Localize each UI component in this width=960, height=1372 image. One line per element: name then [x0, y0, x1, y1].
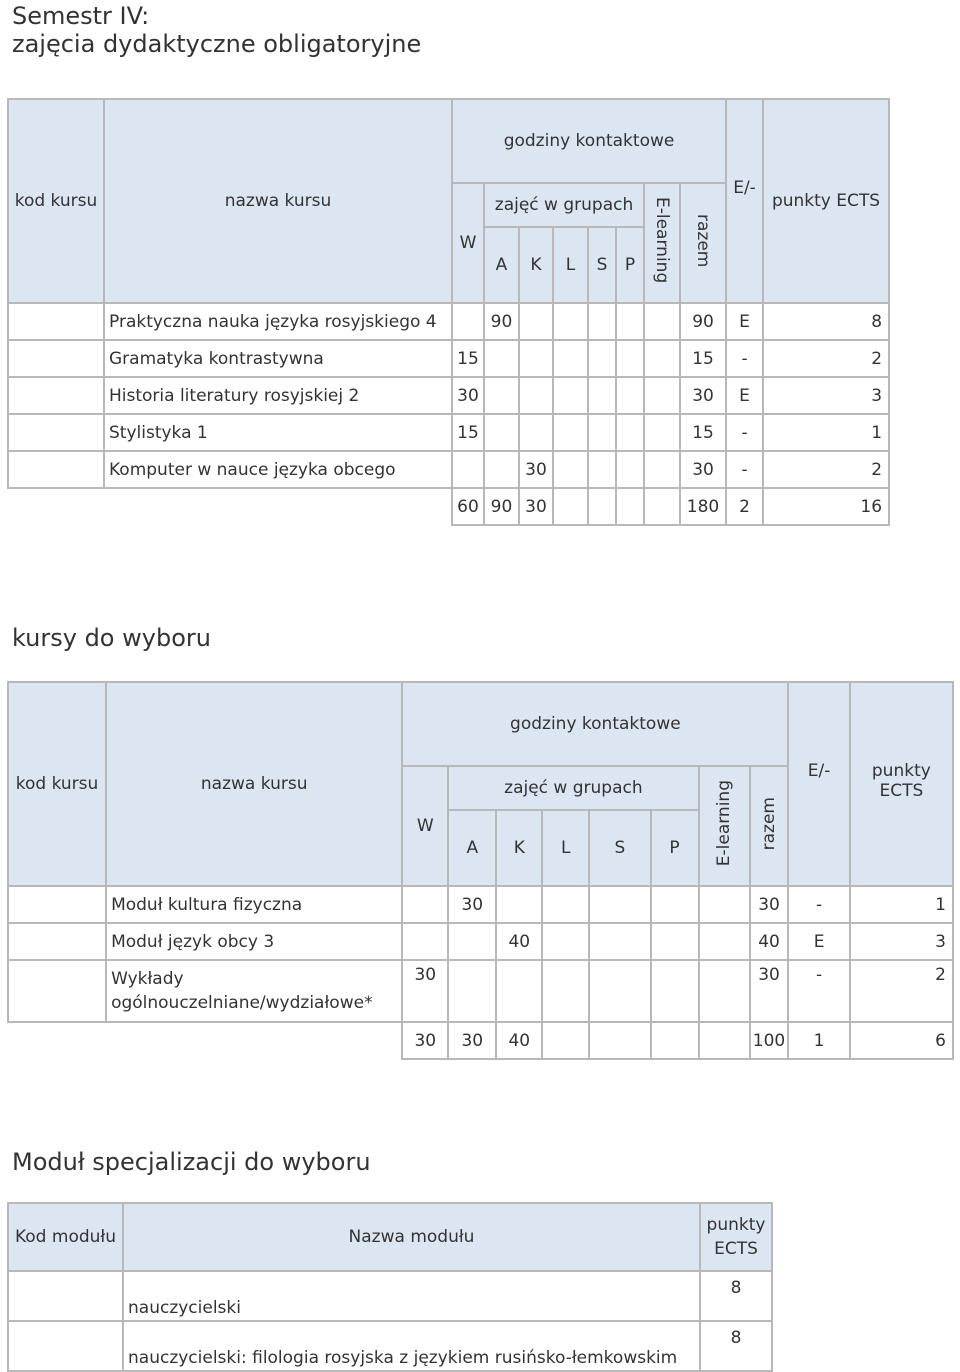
header-zajec-w-grupach-2: zajęć w grupach [448, 766, 698, 810]
cell-l [553, 414, 588, 451]
total-s [588, 488, 616, 525]
header-elearning-label-2: E-learning [714, 780, 735, 867]
header-razem-2 [750, 766, 789, 886]
specialization-title: Moduł specjalizacji do wyboru [12, 1148, 371, 1176]
header-kod-kursu-2: kod kursu [8, 682, 106, 886]
header-p-2: P [651, 810, 699, 886]
header-nazwa-kursu-2: nazwa kursu [106, 682, 402, 886]
cell-a [448, 923, 496, 960]
cell-p [616, 377, 644, 414]
header-s-2: S [589, 810, 650, 886]
cell-k: 40 [496, 923, 542, 960]
cell-course-name: Wykłady ogólnouczelniane/wydziałowe* [106, 960, 402, 1022]
cell-w: 30 [402, 960, 448, 1022]
header-punkty-ects-2 [850, 682, 953, 886]
table-row [8, 923, 953, 960]
cell-w: 30 [452, 377, 484, 414]
cell-e: - [788, 886, 849, 923]
cell-l [542, 886, 589, 923]
header-s: S [588, 227, 616, 303]
header-kod-modulu: Kod modułu [8, 1203, 123, 1271]
header-ects-label-3: ECTS [714, 1239, 758, 1259]
cell-razem: 30 [750, 960, 789, 1022]
cell-e: - [726, 451, 763, 488]
total-k: 40 [496, 1022, 542, 1059]
header-kod-kursu: kod kursu [8, 99, 104, 303]
cell-e: E [726, 377, 763, 414]
cell-razem: 90 [680, 303, 726, 340]
cell-razem: 40 [750, 923, 789, 960]
header-e-slash: E/- [726, 99, 763, 303]
cell-kod-modulu [8, 1271, 123, 1321]
cell-kod [8, 451, 104, 488]
cell-k: 30 [519, 451, 553, 488]
elective-courses-table [7, 681, 954, 1060]
total-razem: 100 [750, 1022, 789, 1059]
cell-ects: 8 [700, 1321, 772, 1371]
cell-p [616, 303, 644, 340]
header-razem-label-2: razem [759, 796, 779, 851]
cell-course-name: Komputer w nauce języka obcego [104, 451, 452, 488]
header-elearning-label: E-learning [652, 197, 672, 284]
header-nazwa-modulu: Nazwa modułu [123, 1203, 700, 1271]
header-elearning [644, 183, 680, 303]
cell-a [484, 377, 519, 414]
table-row [8, 303, 889, 340]
cell-ects: 1 [763, 414, 889, 451]
cell-l [542, 960, 589, 1022]
table-row [8, 1271, 772, 1321]
cell-w [452, 451, 484, 488]
cell-p [616, 414, 644, 451]
cell-kod-modulu [8, 1321, 123, 1371]
header-w: W [452, 183, 484, 303]
cell-w: 15 [452, 414, 484, 451]
header-nazwa-kursu: nazwa kursu [104, 99, 452, 303]
header-punkty-ects: punkty ECTS [763, 99, 889, 303]
header-l: L [553, 227, 588, 303]
total-a: 30 [448, 1022, 496, 1059]
total-p [616, 488, 644, 525]
cell-w [452, 303, 484, 340]
cell-el [644, 377, 680, 414]
cell-ects: 8 [700, 1271, 772, 1321]
cell-ects: 8 [763, 303, 889, 340]
table-row [8, 886, 953, 923]
cell-l [553, 340, 588, 377]
cell-razem: 15 [680, 414, 726, 451]
cell-s [589, 886, 650, 923]
cell-e: - [726, 340, 763, 377]
cell-k [496, 886, 542, 923]
cell-k [519, 414, 553, 451]
header-ects-label: ECTS [879, 781, 924, 801]
cell-course-name: Stylistyka 1 [104, 414, 452, 451]
cell-kod [8, 303, 104, 340]
cell-razem: 30 [680, 377, 726, 414]
cell-s [588, 303, 616, 340]
cell-s [589, 923, 650, 960]
cell-el [644, 451, 680, 488]
header-punkty-ects-3 [700, 1203, 772, 1271]
cell-module-name: nauczycielski: filologia rosyjska z językiem rusińsko-łemkowskim [123, 1321, 700, 1371]
cell-s [588, 414, 616, 451]
cell-e: - [726, 414, 763, 451]
cell-ects: 2 [763, 340, 889, 377]
cell-ects: 3 [763, 377, 889, 414]
cell-l [553, 377, 588, 414]
header-p: P [616, 227, 644, 303]
header-l-2: L [542, 810, 589, 886]
header-zajec-w-grupach: zajęć w grupach [484, 183, 644, 227]
header-e-slash-2: E/- [788, 682, 849, 886]
cell-s [588, 377, 616, 414]
cell-module-name: nauczycielski [123, 1271, 700, 1321]
cell-a [484, 340, 519, 377]
cell-ects: 2 [850, 960, 953, 1022]
table-row [8, 451, 889, 488]
cell-p [651, 923, 699, 960]
cell-razem: 30 [750, 886, 789, 923]
cell-e: E [726, 303, 763, 340]
header-razem-label: razem [693, 213, 713, 268]
cell-razem: 15 [680, 340, 726, 377]
cell-kod [8, 923, 106, 960]
cell-w [402, 886, 448, 923]
total-s [589, 1022, 650, 1059]
cell-a: 30 [448, 886, 496, 923]
header-punkty-label: punkty [871, 761, 931, 781]
total-el [644, 488, 680, 525]
cell-el [644, 303, 680, 340]
table-row-totals [8, 488, 889, 525]
cell-course-name: Moduł język obcy 3 [106, 923, 402, 960]
cell-a [448, 960, 496, 1022]
header-godziny-kontaktowe-2: godziny kontaktowe [402, 682, 788, 766]
cell-kod [8, 414, 104, 451]
cell-w [402, 923, 448, 960]
obligatory-courses-table [7, 98, 890, 526]
cell-course-name: Historia literatury rosyjskiej 2 [104, 377, 452, 414]
semester-title [12, 2, 421, 58]
total-e: 1 [788, 1022, 849, 1059]
cell-k [519, 377, 553, 414]
cell-el [699, 886, 750, 923]
total-ects: 16 [763, 488, 889, 525]
cell-ects: 3 [850, 923, 953, 960]
cell-kod [8, 377, 104, 414]
header-w-2: W [402, 766, 448, 886]
cell-razem: 30 [680, 451, 726, 488]
header-k: K [519, 227, 553, 303]
cell-a [484, 414, 519, 451]
cell-l [553, 303, 588, 340]
cell-p [651, 960, 699, 1022]
table-row [8, 1321, 772, 1371]
table-row [8, 960, 953, 1022]
total-k: 30 [519, 488, 553, 525]
semester-title-line1: Semestr IV: [12, 2, 150, 30]
cell-course-name: Praktyczna nauka języka rosyjskiego 4 [104, 303, 452, 340]
total-a: 90 [484, 488, 519, 525]
cell-course-name: Gramatyka kontrastywna [104, 340, 452, 377]
cell-k [519, 340, 553, 377]
cell-k [496, 960, 542, 1022]
header-a-2: A [448, 810, 496, 886]
total-e: 2 [726, 488, 763, 525]
total-p [651, 1022, 699, 1059]
cell-el [644, 340, 680, 377]
elective-title: kursy do wyboru [12, 624, 211, 652]
cell-a [484, 451, 519, 488]
header-razem [680, 183, 726, 303]
table-row [8, 340, 889, 377]
cell-kod [8, 886, 106, 923]
total-l [542, 1022, 589, 1059]
cell-p [616, 340, 644, 377]
cell-p [616, 451, 644, 488]
semester-title-line2: zajęcia dydaktyczne obligatoryjne [12, 30, 422, 58]
cell-p [651, 886, 699, 923]
total-ects: 6 [850, 1022, 953, 1059]
table-row [8, 377, 889, 414]
header-punkty-label-3: punkty [706, 1215, 766, 1235]
cell-el [699, 923, 750, 960]
header-a: A [484, 227, 519, 303]
cell-w: 15 [452, 340, 484, 377]
total-l [553, 488, 588, 525]
cell-l [553, 451, 588, 488]
specialization-table [7, 1202, 773, 1372]
cell-kod [8, 340, 104, 377]
cell-el [644, 414, 680, 451]
cell-el [699, 960, 750, 1022]
cell-e: E [788, 923, 849, 960]
total-razem: 180 [680, 488, 726, 525]
cell-s [589, 960, 650, 1022]
cell-s [588, 451, 616, 488]
cell-ects: 2 [763, 451, 889, 488]
total-el [699, 1022, 750, 1059]
cell-a: 90 [484, 303, 519, 340]
cell-k [519, 303, 553, 340]
header-godziny-kontaktowe: godziny kontaktowe [452, 99, 726, 183]
table-row-totals [8, 1022, 953, 1059]
table-row [8, 414, 889, 451]
cell-s [588, 340, 616, 377]
total-w: 60 [452, 488, 484, 525]
cell-l [542, 923, 589, 960]
cell-e: - [788, 960, 849, 1022]
total-w: 30 [402, 1022, 448, 1059]
header-k-2: K [496, 810, 542, 886]
cell-ects: 1 [850, 886, 953, 923]
cell-course-name: Moduł kultura fizyczna [106, 886, 402, 923]
cell-kod [8, 960, 106, 1022]
header-elearning-2 [699, 766, 750, 886]
